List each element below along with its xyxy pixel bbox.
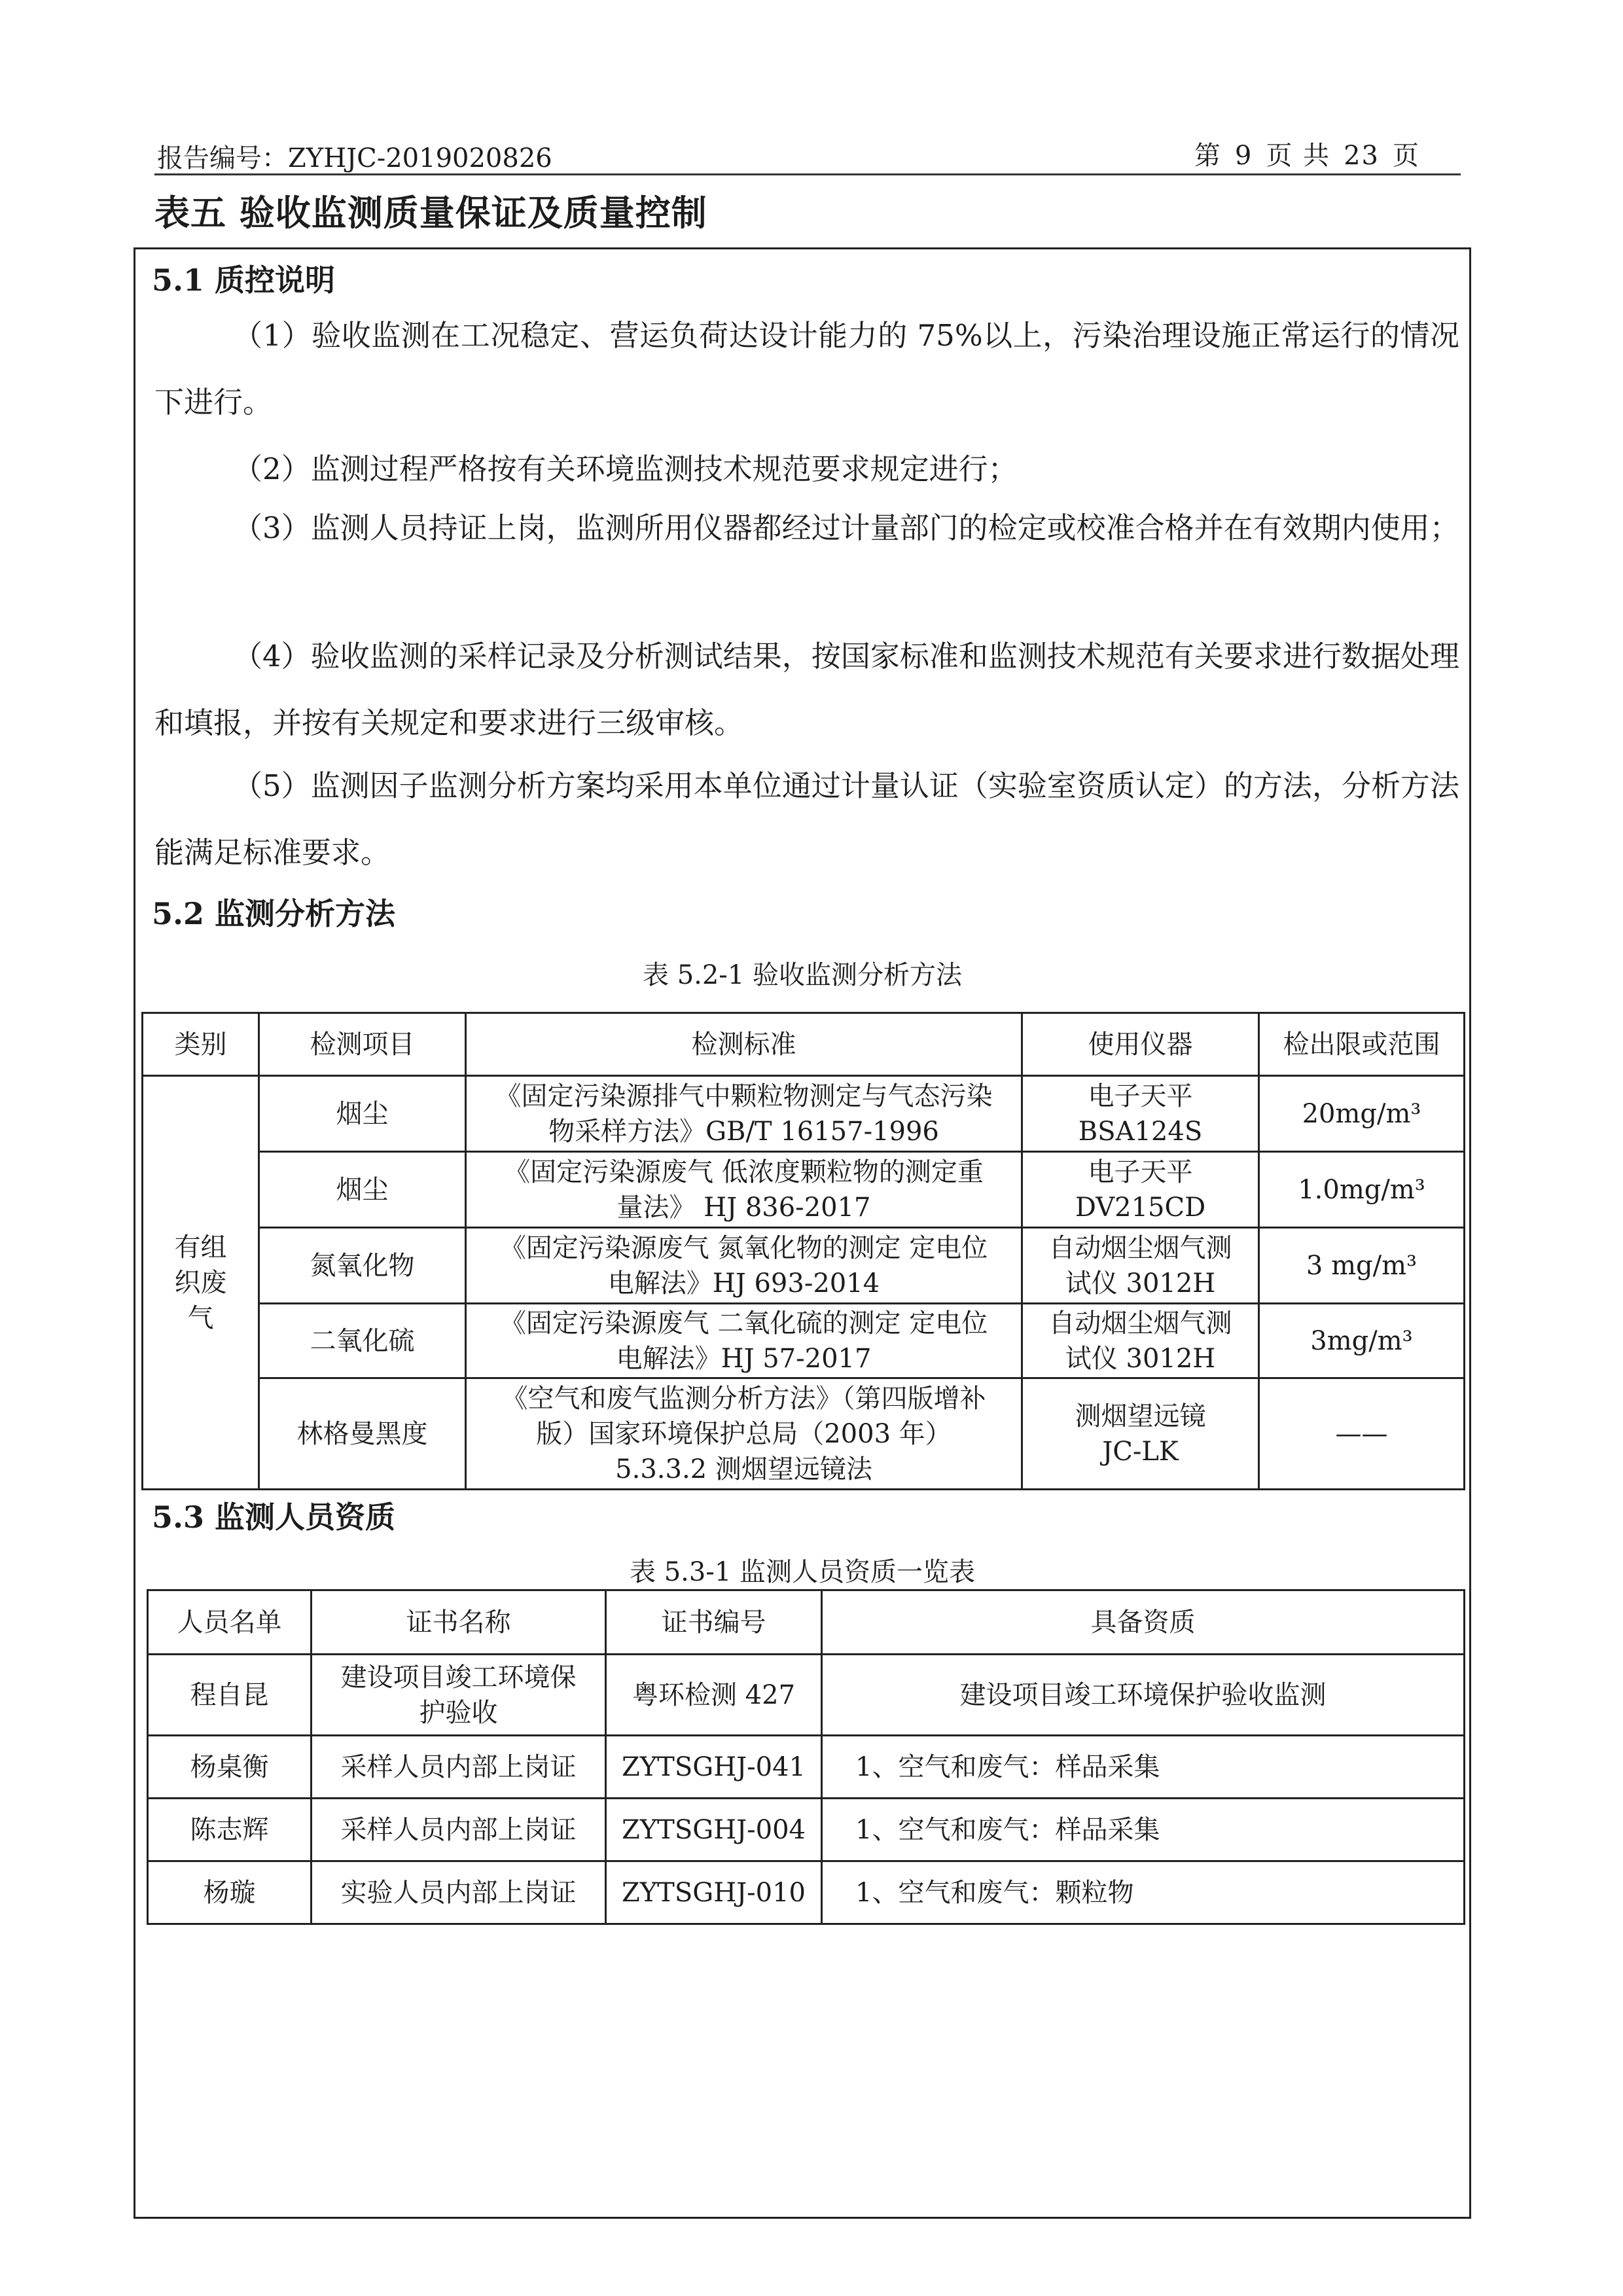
page-prefix: 第 (1194, 141, 1222, 171)
table-row (143, 1378, 1465, 1490)
qc-paragraph-5: （5）监测因子监测分析方案均采用本单位通过计量认证（实验室资质认定）的方法，分析方法能满足标准要求。 (154, 768, 1459, 870)
standard-cell: 《固定污染源排气中颗粒物测定与气态污染物采样方法》GB/T 16157-1996 (466, 1076, 1022, 1152)
limit-cell: —— (1259, 1378, 1465, 1490)
table-row (148, 1655, 1465, 1736)
name-cell: 杨桌衡 (148, 1736, 312, 1799)
table-header-row (148, 1590, 1465, 1655)
name-cell: 杨璇 (148, 1861, 312, 1924)
qc-paragraph-2: （2）监测过程严格按有关环境监测技术规范要求规定进行； (233, 452, 1018, 486)
section-5-2-heading: 5.2 监测分析方法 (152, 896, 396, 931)
standard-cell: 《固定污染源废气 二氧化硫的测定 定电位电解法》HJ 57-2017 (466, 1304, 1022, 1378)
cert-no-cell: ZYTSGHJ-004 (606, 1799, 822, 1861)
header-cell: 人员名单 (148, 1590, 312, 1655)
analysis-methods-table (141, 1012, 1465, 1490)
header-cell: 使用仪器 (1022, 1013, 1259, 1076)
qualification-cell: 建设项目竣工环境保护验收监测 (822, 1655, 1465, 1736)
name-cell: 陈志辉 (148, 1799, 312, 1861)
limit-cell: 20mg/m³ (1259, 1076, 1465, 1152)
item-cell: 烟尘 (259, 1076, 466, 1152)
section-5-1-heading: 5.1 质控说明 (152, 262, 336, 298)
cert-name-cell: 采样人员内部上岗证 (312, 1799, 606, 1861)
limit-cell: 3mg/m³ (1259, 1304, 1465, 1378)
item-cell: 氮氧化物 (259, 1228, 466, 1304)
page-title: 表五 验收监测质量保证及质量控制 (154, 192, 707, 234)
table-row (143, 1304, 1465, 1378)
section-5-3-heading: 5.3 监测人员资质 (152, 1499, 396, 1535)
cert-no-cell: 粤环检测 427 (606, 1655, 822, 1736)
item-cell: 烟尘 (259, 1152, 466, 1228)
cert-name-cell: 采样人员内部上岗证 (312, 1736, 606, 1799)
category-cell: 有组织废气 (143, 1076, 259, 1490)
table-row (148, 1861, 1465, 1924)
table-row (148, 1799, 1465, 1861)
standard-cell: 《固定污染源废气 氮氧化物的测定 定电位电解法》HJ 693-2014 (466, 1228, 1022, 1304)
instrument-cell: 自动烟尘烟气测试仪 3012H (1022, 1304, 1259, 1378)
table-header-row (143, 1013, 1465, 1076)
table-5-3-1-caption: 表 5.3-1 监测人员资质一览表 (629, 1557, 975, 1587)
item-cell: 林格曼黑度 (259, 1378, 466, 1490)
qc-paragraph-3: （3）监测人员持证上岗，监测所用仪器都经过计量部门的检定或校准合格并在有效期内使用； (233, 511, 1459, 545)
header-cell: 证书编号 (606, 1590, 822, 1655)
header-cell: 证书名称 (312, 1590, 606, 1655)
personnel-qualification-table (147, 1589, 1465, 1925)
cert-name-cell: 实验人员内部上岗证 (312, 1861, 606, 1924)
limit-cell: 3 mg/m³ (1259, 1228, 1465, 1304)
standard-cell: 《固定污染源废气 低浓度颗粒物的测定重量法》 HJ 836-2017 (466, 1152, 1022, 1228)
qualification-cell: 1、空气和废气：样品采集 (822, 1736, 1465, 1799)
limit-cell: 1.0mg/m³ (1259, 1152, 1465, 1228)
cert-no-cell: ZYTSGHJ-041 (606, 1736, 822, 1799)
instrument-cell: 自动烟尘烟气测试仪 3012H (1022, 1228, 1259, 1304)
page-total: 23 (1344, 141, 1380, 171)
qc-paragraph-4: （4）验收监测的采样记录及分析测试结果，按国家标准和监测技术规范有关要求进行数据处理和填报，并按有关规定和要求进行三级审核。 (154, 639, 1459, 740)
cert-name-cell: 建设项目竣工环境保护验收 (312, 1655, 606, 1736)
instrument-cell: 电子天平 BSA124S (1022, 1076, 1259, 1152)
header-cell: 具备资质 (822, 1590, 1465, 1655)
instrument-cell: 测烟望远镜 JC-LK (1022, 1378, 1259, 1490)
table-row (143, 1152, 1465, 1228)
page-mid: 页 共 (1266, 141, 1331, 171)
header-cell: 类别 (143, 1013, 259, 1076)
header-cell: 检出限或范围 (1259, 1013, 1465, 1076)
page-number: 9 (1234, 141, 1253, 171)
name-cell: 程自昆 (148, 1655, 312, 1736)
page-suffix: 页 (1393, 141, 1420, 171)
table-row (148, 1736, 1465, 1799)
instrument-cell: 电子天平 DV215CD (1022, 1152, 1259, 1228)
table-row (143, 1076, 1465, 1152)
cert-no-cell: ZYTSGHJ-010 (606, 1861, 822, 1924)
item-cell: 二氧化硫 (259, 1304, 466, 1378)
qc-paragraph-1: （1）验收监测在工况稳定、营运负荷达设计能力的 75%以上，污染治理设施正常运行的情况下进行。 (154, 318, 1459, 420)
header-rule (154, 173, 1461, 175)
header-cell: 检测项目 (259, 1013, 466, 1076)
qualification-cell: 1、空气和废气：样品采集 (822, 1799, 1465, 1861)
qualification-cell: 1、空气和废气：颗粒物 (822, 1861, 1465, 1924)
standard-cell: 《空气和废气监测分析方法》（第四版增补版）国家环境保护总局（2003 年） 5.3.3.2 测烟望远镜法 (466, 1378, 1022, 1490)
report-number: 报告编号：ZYHJC-2019020826 (157, 143, 552, 173)
header-cell: 检测标准 (466, 1013, 1022, 1076)
table-5-2-1-caption: 表 5.2-1 验收监测分析方法 (642, 960, 962, 990)
table-row (143, 1228, 1465, 1304)
page-indicator (1188, 135, 1427, 172)
